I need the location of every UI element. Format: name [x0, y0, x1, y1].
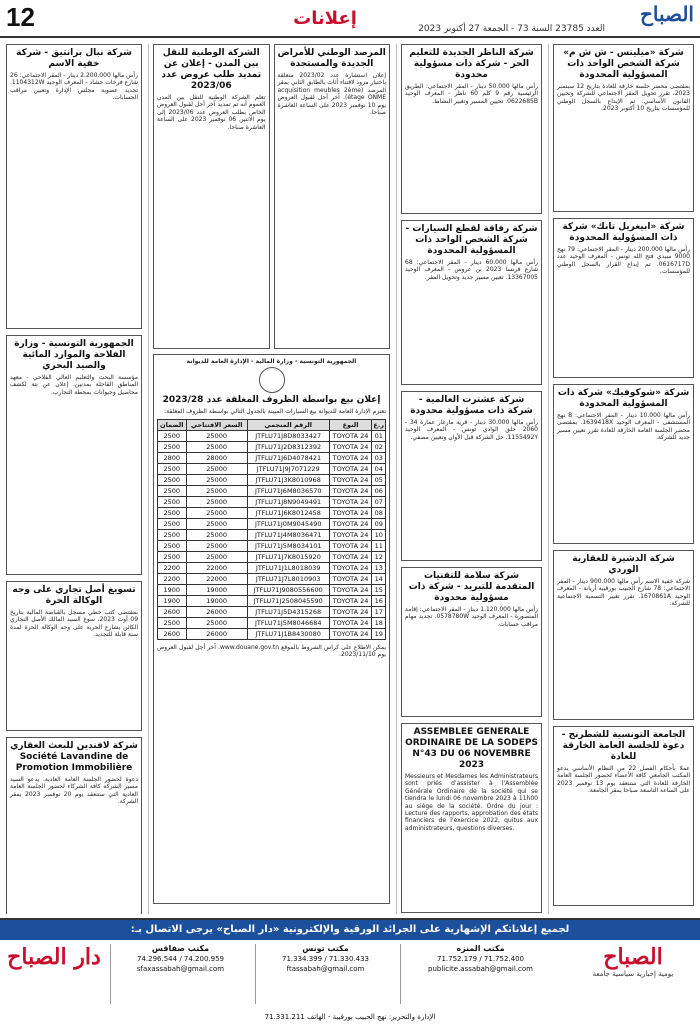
table-cell: 03 — [372, 452, 386, 463]
table-cell: 25000 — [186, 529, 247, 540]
table-cell: 2800 — [158, 452, 187, 463]
table-row — [158, 551, 386, 562]
table-cell: 2500 — [158, 507, 187, 518]
table-row — [158, 562, 386, 573]
table-cell: 06 — [372, 485, 386, 496]
table-cell: JTFLU71J9080556600 — [247, 584, 329, 595]
table-cell: JTFLU71J2508045590 — [247, 595, 329, 606]
table-cell: JTFLU71J5M8046684 — [247, 617, 329, 628]
ad-achtart: شركة عشترت العالمية - شركة ذات مسؤولية محدودة رأس مالها 30.000 دينار - قرية مارغار عمارة 34 - 2060 حلق الوادي تونس - المعرف الوحيد 1155492Y. حل الشركة قبل الأوان وتعيين مصفي. — [401, 391, 542, 561]
table-cell: TOYOTA 24 — [329, 463, 372, 474]
table-cell: JTFLU71J6M8036570 — [247, 485, 329, 496]
table-cell: 01 — [372, 430, 386, 441]
ad-agriculture-ministry: الجمهورية التونسية - وزارة الفلاحة والموارد المائية والصيد البحري مؤسسة البحث والتعليم العالي الفلاحي - معهد المناطق القاحلة بمدنين. إعلان عن بتة لكشف محاصيل وحيوانات بمحطة التجارب. — [6, 335, 142, 575]
table-row — [158, 496, 386, 507]
ad-abigril: شركة «ابيغريل تانك» شركة ذات المسؤولية المحدودة رأس مالها 200.000 دينار - المقر الاجتماعي: 79 نهج 9000 سيدي فتح الله تونس - المعرف الوحيد عدد 0616717D. تم إيداع القرار بالسجل الوطني للمؤسسات. — [553, 218, 694, 378]
table-cell: 2500 — [158, 551, 187, 562]
table-cell: 18 — [372, 617, 386, 628]
table-row — [158, 617, 386, 628]
table-cell: 12 — [372, 551, 386, 562]
table-cell: 25000 — [186, 441, 247, 452]
table-cell: 10 — [372, 529, 386, 540]
table-cell: 25000 — [186, 463, 247, 474]
table-cell: 26000 — [186, 606, 247, 617]
table-cell: 22000 — [186, 562, 247, 573]
table-cell: JTFLU71J1B8430080 — [247, 628, 329, 639]
table-cell: 25000 — [186, 474, 247, 485]
table-cell: 2600 — [158, 606, 187, 617]
table-cell: 17 — [372, 606, 386, 617]
table-row — [158, 518, 386, 529]
page-footer — [0, 918, 700, 1027]
table-cell: 13 — [372, 562, 386, 573]
table-cell: TOYOTA 24 — [329, 628, 372, 639]
table-cell: TOYOTA 24 — [329, 529, 372, 540]
table-cell: TOYOTA 24 — [329, 485, 372, 496]
table-header: الضمان — [158, 419, 187, 430]
office-menzah: مكتب المنزه 71.752.400 / 71.752.179 publicite.assabah@gmail.com — [400, 944, 560, 1004]
table-cell: 02 — [372, 441, 386, 452]
table-cell: JTFLU71J3K8010968 — [247, 474, 329, 485]
table-cell: JTFLU71J7K8015920 — [247, 551, 329, 562]
table-cell: 2200 — [158, 573, 187, 584]
table-cell: 2600 — [158, 628, 187, 639]
table-cell: 04 — [372, 463, 386, 474]
table-header: النوع — [329, 419, 372, 430]
ad-customs-sale: الجمهورية التونسية - وزارة المالية - الإدارة العامة للديوانة إعلان بيع بواسطة الظروف المغلقة عدد 2023/28 تعتزم الإدارة العامة للديوانة بيع السيارات المبينة بالجدول التالي بواسطة الظروف المغلقة: ر.ع النوع الرقم المنجمي السعر الافتتاحي الضمان 01 TOYOTA 24 JTFLU71J8D8033427 25000 2500 02 TOYOTA 24 JTFLU71J2D8312392 25000 2500 03 TOYOTA 24 JTFLU71J6D4078421 28000 2800 04 TOYOTA 24 JTFLU71J9J7071229 25000 2500 05 TOYOTA 24 JTFLU71J3K8010968 25000 2500 06 TOYOTA 24 JTFLU71J6M8036570 25000 2500 07 TOYOTA 24 JTFLU71J8N9049491 25000 2500 08 TOYOTA 24 JTFLU71J6K8012458 25000 2500 09 TOYOTA 24 JTFLU71J0M9045490 25000 2500 10 TOYOTA 24 JTFLU71J4M8036471 25000 2500 11 TOYOTA 24 JTFLU71J5M8034101 25000 2500 12 TOYOTA 24 JTFLU71J7K8015920 25000 2500 13 TOYOTA 24 JTFLU71J1L8018039 22000 2200 14 TOYOTA 24 JTFLU71J7L8010903 22000 2200 15 TOYOTA 24 JTFLU71J9080556600 19000 1900 16 TOYOTA 24 JTFLU71J2508045590 19000 1900 17 TOYOTA 24 JTFLU71J5D4315268 26000 2600 18 TOYOTA 24 JTFLU71J5M8046684 25000 2500 19 TOYOTA 24 JTFLU71J1B8430080 26000 2600 يمكن الاطلاع على كراس الشروط بالموقع www.douane.gov.tn. آخر أجل لقبول العروض يوم 2023/11/10. — [153, 354, 390, 904]
office-tunis: مكتب تونس 71.330.433 / 71.334.399 ftassabah@gmail.com — [255, 944, 395, 1004]
table-cell: 09 — [372, 518, 386, 529]
table-cell: 19000 — [186, 584, 247, 595]
table-cell: 26000 — [186, 628, 247, 639]
table-cell: TOYOTA 24 — [329, 507, 372, 518]
issue-info: العدد 23785 السنة 73 - الجمعة 27 أكتوبر 2023 — [418, 24, 605, 34]
table-cell: JTFLU71J5D4315268 — [247, 606, 329, 617]
ad-nadhour-school: شركة الناظر الجديدة للتعليم الحر - شركة ذات مسؤولية محدودة رأس مالها 50.000 دينار - المقر الاجتماعي: الطريق الرئيسية رقم 9 كلم 60 ناظر - المعرف الوحيد 0622685B. تحيين المسير وتغيير النشاط. — [401, 44, 542, 214]
table-cell: JTFLU71J9J7071229 — [247, 463, 329, 474]
table-row — [158, 540, 386, 551]
table-cell: 2500 — [158, 474, 187, 485]
table-header: الرقم المنجمي — [247, 419, 329, 430]
table-cell: TOYOTA 24 — [329, 606, 372, 617]
table-cell: 2200 — [158, 562, 187, 573]
table-header: السعر الافتتاحي — [186, 419, 247, 430]
ad-business-lease: تسويغ أصل تجاري على وجه الوكالة الحرة بمقتضى كتب خطي مسجل بالقباضة المالية بتاريخ 09 أوت 2023، سوغ السيد المالك الأصل التجاري الكائن بشارع الحرية على وجه الوكالة الحرة لمدة سنة قابلة للتجديد. — [6, 581, 142, 731]
table-cell: 25000 — [186, 496, 247, 507]
masthead-logo: الصباح — [639, 2, 694, 26]
ad-chess-federation: الجامعة التونسية للشطرنج - دعوة للجلسة العامة الخارقة للعادة عملا بأحكام الفصل 22 من النظام الأساسي يدعو المكتب الجامعي كافة الأعضاء لحضور الجلسة العامة الخارقة للعادة التي ستنعقد يوم 13 نوفمبر 2023 على الساعة التاسعة صباحا بمقر الجامعة. — [553, 726, 694, 906]
table-cell: 25000 — [186, 507, 247, 518]
table-cell: TOYOTA 24 — [329, 540, 372, 551]
table-cell: TOYOTA 24 — [329, 584, 372, 595]
table-cell: JTFLU71J7L8010903 — [247, 573, 329, 584]
ad-chocovik: شركة «شوكوفيك» شركة ذات المسؤولية المحدودة رأس مالها 10.000 دينار - المقر الاجتماعي: 8 نهج المستشفى - المعرف الوحيد 1639418X. بمقتضى محضر الجلسة العامة الخارقة للعادة تقرر تعيين مسير جديد للشركة. — [553, 384, 694, 544]
table-cell: 2500 — [158, 529, 187, 540]
center-top-row — [153, 44, 390, 354]
footer-logo-right: الصباح يومية إخبارية سياسية جامعة — [592, 944, 674, 978]
table-cell: 2500 — [158, 430, 187, 441]
column-right — [548, 44, 698, 914]
table-cell: 2500 — [158, 496, 187, 507]
ad-sodeps: ASSEMBLEE GENERALE ORDINAIRE DE LA SODEPS N°43 DU 06 NOVEMBRE 2023 Messieurs et Mesdames les Administrateurs sont priés d'assister à l'Assemblée Générale Ordinaire de la société qui se tiendra le lundi 06 novembre 2023 à 11h00 au siège de la société. Ordre du jour : Lecture des rapports, approbation des états financiers de l'exercice 2022, quitus aux administrateurs, questions diverses. — [401, 723, 542, 913]
table-cell: 28000 — [186, 452, 247, 463]
table-cell: 2500 — [158, 518, 187, 529]
table-cell: 1900 — [158, 584, 187, 595]
table-cell: TOYOTA 24 — [329, 617, 372, 628]
table-cell: JTFLU71J8D8033427 — [247, 430, 329, 441]
table-cell: TOYOTA 24 — [329, 518, 372, 529]
table-cell: 1900 — [158, 595, 187, 606]
table-cell: TOYOTA 24 — [329, 551, 372, 562]
table-cell: 19000 — [186, 595, 247, 606]
footer-logo-left: دار الصباح — [7, 944, 101, 970]
table-cell: TOYOTA 24 — [329, 441, 372, 452]
table-cell: JTFLU71J1L8018039 — [247, 562, 329, 573]
table-cell: JTFLU71J0M9045490 — [247, 518, 329, 529]
ad-rafaka: شركة رفاقة لقطع السيارات - شركة الشخص الواحد ذات المسؤولية المحدودة رأس مالها 60.000 دينار - المقر الاجتماعي: 68 شارع فرنسا 2023 بن عروس - المعرف الوحيد 13367005. تعيين مسير جديد وتحويل المقر. — [401, 220, 542, 385]
table-row — [158, 529, 386, 540]
table-cell: 2500 — [158, 441, 187, 452]
table-cell: JTFLU71J6K8012458 — [247, 507, 329, 518]
table-cell: 22000 — [186, 573, 247, 584]
ad-milinis: شركة «ميلينس - ش ش م» شركة الشخص الواحد ذات المسؤولية المحدودة بمقتضى محضر جلسة خارقة للعادة بتاريخ 12 سبتمبر 2023، تقرر تحويل المقر الاجتماعي للشركة وتحيين القانون الأساسي. تم الإيداع بالسجل الوطني للمؤسسات بتاريخ 10 أكتوبر 2023. — [553, 44, 694, 212]
table-row — [158, 606, 386, 617]
table-cell: 25000 — [186, 551, 247, 562]
table-cell: 14 — [372, 573, 386, 584]
table-cell: 07 — [372, 496, 386, 507]
table-cell: 25000 — [186, 518, 247, 529]
page-number: 12 — [6, 2, 35, 32]
table-row — [158, 595, 386, 606]
table-cell: 2500 — [158, 463, 187, 474]
ad-dachira: شركة الدشيرة للعقارية الوردي شركة خفية الاسم رأس مالها 900.000 دينار - المقر الاجتماعي: 78 شارع الحبيب بورقيبة أريانة - المعرف الوحيد 1670861A. تقرر تغيير التسمية الاجتماعية للشركة. — [553, 550, 694, 720]
table-cell: 25000 — [186, 540, 247, 551]
page-header — [0, 0, 700, 38]
table-cell: 08 — [372, 507, 386, 518]
table-cell: 2500 — [158, 540, 187, 551]
office-sfax: مكتب صفاقس 74.200.959 / 74.296.544 sfaxassabah@gmail.com — [110, 944, 250, 1004]
customs-emblem-icon — [259, 367, 285, 393]
table-cell: TOYOTA 24 — [329, 452, 372, 463]
footer-banner: لجميع إعلاناتكم الإشهارية على الجرائد الورقية والإلكترونية «دار الصباح» يرجى الاتصال بـ: — [0, 920, 700, 940]
table-header: ر.ع — [373, 420, 385, 429]
table-cell: 16 — [372, 595, 386, 606]
ad-nibal: شركة نبال برانتيق - شركة خفية الاسم رأس مالها 2.200.000 دينار - المقر الاجتماعي: 26 شارع فرحات حشاد - المعرف الوحيد 1104312W. تجديد عضوية مجلس الإدارة وتعيين مراقب الحسابات. — [6, 44, 142, 329]
table-cell: 25000 — [186, 485, 247, 496]
table-row — [158, 430, 386, 441]
table-cell: TOYOTA 24 — [329, 430, 372, 441]
table-row — [158, 452, 386, 463]
table-cell: 25000 — [186, 617, 247, 628]
ad-sntri: الشركة الوطنية للنقل بين المدن - إعلان عن تمديد طلب عروض عدد 2023/06 تعلم الشركة الوطنية للنقل بين المدن العموم أنه تم تمديد آخر أجل لقبول العروض الخاص بطلب العروض عدد 2023/06 إلى يوم الاثنين 06 نوفمبر 2023 على الساعة العاشرة صباحا. — [153, 44, 270, 349]
table-row — [158, 573, 386, 584]
column-left — [2, 44, 146, 914]
table-cell: JTFLU71J4M8036471 — [247, 529, 329, 540]
ad-onme: المرصد الوطني للأمراض الجديدة والمستجدة إعلان استشارة عدد 2023/02 متعلقة باختيار مزود لاقتناء أثاث بالطابق الثاني بمقر المرصد (acquisition meubles 2ème étage ONME). آخر أجل لقبول العروض يوم 10 نوفمبر 2023 على الساعة العاشرة صباحا. — [274, 44, 391, 349]
table-row — [158, 485, 386, 496]
table-cell: JTFLU71J5M8034101 — [247, 540, 329, 551]
table-cell: 25000 — [186, 430, 247, 441]
table-cell: 11 — [372, 540, 386, 551]
table-cell: TOYOTA 24 — [329, 573, 372, 584]
table-cell: 05 — [372, 474, 386, 485]
section-title: إعلانات — [293, 8, 357, 29]
table-cell: TOYOTA 24 — [329, 562, 372, 573]
ad-salama-cooling: شركة سلامة للتقنيات المتقدمة للتبريد - شركة ذات مسؤولية محدودة رأس مالها 1.120.000 دينار - المقر الاجتماعي: إقامة المنصورة - المعرف الوحيد 0578780W. تجديد مهام مراقب حسابات. — [401, 567, 542, 717]
table-row — [158, 441, 386, 452]
table-cell: 19 — [372, 628, 386, 639]
vehicles-table — [157, 419, 386, 640]
table-cell: JTFLU71J6D4078421 — [247, 452, 329, 463]
column-second — [396, 44, 546, 914]
ad-lavandine: شركة لافندين للبعث العقاري Société Lavandine de Promotion Immobilière دعوة لحضور الجلسة العامة العادية. يدعو السيد مسير الشركة كافة الشركاء لحضور الجلسة العامة العادية التي ستنعقد يوم 20 نوفمبر 2023 بمقر الشركة. — [6, 737, 142, 914]
table-cell: JTFLU71J2D8312392 — [247, 441, 329, 452]
table-row — [158, 507, 386, 518]
column-center — [148, 44, 394, 914]
table-row — [158, 628, 386, 639]
footer-address: الإدارة والتحرير: نهج الحبيب بورقيبة - الهاتف 71.331.211 — [264, 1013, 436, 1021]
table-cell: 15 — [372, 584, 386, 595]
table-cell: 2500 — [158, 485, 187, 496]
table-cell: JTFLU71J8N9049491 — [247, 496, 329, 507]
table-cell: TOYOTA 24 — [329, 474, 372, 485]
table-cell: TOYOTA 24 — [329, 496, 372, 507]
table-row — [158, 474, 386, 485]
table-row — [158, 584, 386, 595]
table-cell: TOYOTA 24 — [329, 595, 372, 606]
table-cell: 2500 — [158, 617, 187, 628]
table-row — [158, 463, 386, 474]
